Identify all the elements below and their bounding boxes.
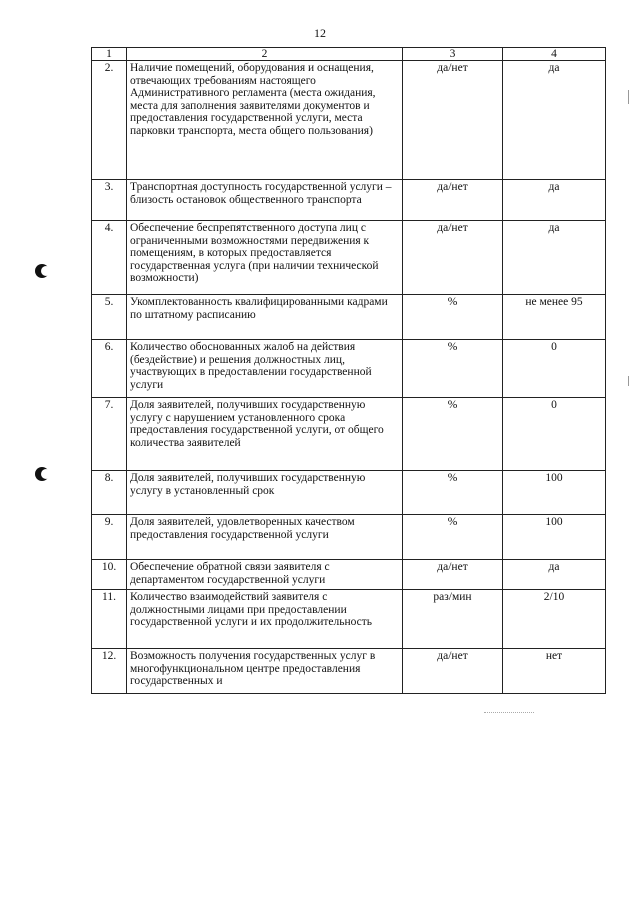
row-number: 12. — [92, 649, 127, 694]
value-cell: 100 — [503, 515, 606, 560]
edge-mark — [628, 90, 629, 104]
scan-artifact — [484, 712, 534, 715]
unit-cell: % — [403, 398, 503, 471]
value-cell: нет — [503, 649, 606, 694]
row-number: 8. — [92, 471, 127, 515]
header-cell: 4 — [503, 48, 606, 61]
unit-cell: да/нет — [403, 61, 503, 180]
row-number: 5. — [92, 295, 127, 340]
indicator-name: Количество обоснованных жалоб на действия (бездействие) и решения должностных лиц, участвующих в предоставлении государственной услуги — [127, 340, 403, 398]
value-cell: да — [503, 180, 606, 221]
unit-cell: % — [403, 471, 503, 515]
row-number: 7. — [92, 398, 127, 471]
unit-cell: да/нет — [403, 180, 503, 221]
header-cell: 1 — [92, 48, 127, 61]
row-number: 9. — [92, 515, 127, 560]
table-row — [92, 398, 606, 471]
row-number: 2. — [92, 61, 127, 180]
punch-hole-mark — [35, 467, 49, 481]
value-cell: 2/10 — [503, 590, 606, 649]
value-cell: да — [503, 61, 606, 180]
table-row — [92, 515, 606, 560]
page-number: 12 — [314, 26, 326, 40]
indicator-name: Укомплектованность квалифицированными кадрами по штатному расписанию — [127, 295, 403, 340]
edge-mark — [628, 376, 629, 386]
unit-cell: да/нет — [403, 221, 503, 295]
header-cell: 2 — [127, 48, 403, 61]
row-number: 11. — [92, 590, 127, 649]
unit-cell: раз/мин — [403, 590, 503, 649]
row-number: 6. — [92, 340, 127, 398]
indicator-name: Количество взаимодействий заявителя с должностными лицами при предоставлении государственной услуги и их продолжительность — [127, 590, 403, 649]
table-row — [92, 180, 606, 221]
table-row — [92, 590, 606, 649]
table-row — [92, 340, 606, 398]
quality-indicators-table — [91, 47, 606, 694]
unit-cell: % — [403, 295, 503, 340]
value-cell: 0 — [503, 398, 606, 471]
unit-cell: да/нет — [403, 560, 503, 590]
indicator-name: Возможность получения государственных услуг в многофункциональном центре предоставления государственных и — [127, 649, 403, 694]
row-number: 10. — [92, 560, 127, 590]
indicator-name: Обеспечение беспрепятственного доступа лиц с ограниченными возможностями передвижения к помещениям, в которых предоставляется государственная услуга (при наличии технической возможности) — [127, 221, 403, 295]
indicator-name: Доля заявителей, удовлетворенных качеством предоставления государственной услуги — [127, 515, 403, 560]
row-number: 3. — [92, 180, 127, 221]
table-row — [92, 649, 606, 694]
table-row — [92, 560, 606, 590]
value-cell: да — [503, 221, 606, 295]
header-cell: 3 — [403, 48, 503, 61]
indicator-name: Транспортная доступность государственной услуги – близость остановок общественного транспорта — [127, 180, 403, 221]
indicator-name: Наличие помещений, оборудования и оснащения, отвечающих требованиям настоящего Административного регламента (места ожидания, места для заполнения заявителями документов и предоставления государственной услуги, места парковки транспорта, места общего пользования) — [127, 61, 403, 180]
unit-cell: % — [403, 515, 503, 560]
unit-cell: % — [403, 340, 503, 398]
punch-hole-mark — [35, 264, 49, 278]
indicator-name: Обеспечение обратной связи заявителя с департаментом государственной услуги — [127, 560, 403, 590]
row-number: 4. — [92, 221, 127, 295]
value-cell: не менее 95 — [503, 295, 606, 340]
table-row — [92, 295, 606, 340]
table-row — [92, 471, 606, 515]
table-header-row — [92, 48, 606, 61]
value-cell: 100 — [503, 471, 606, 515]
value-cell: да — [503, 560, 606, 590]
table-row — [92, 221, 606, 295]
indicator-name: Доля заявителей, получивших государственную услугу с нарушением установленного срока предоставления государственной услуги, от общего количества заявителей — [127, 398, 403, 471]
indicator-name: Доля заявителей, получивших государственную услугу в установленный срок — [127, 471, 403, 515]
value-cell: 0 — [503, 340, 606, 398]
unit-cell: да/нет — [403, 649, 503, 694]
table-row — [92, 61, 606, 180]
